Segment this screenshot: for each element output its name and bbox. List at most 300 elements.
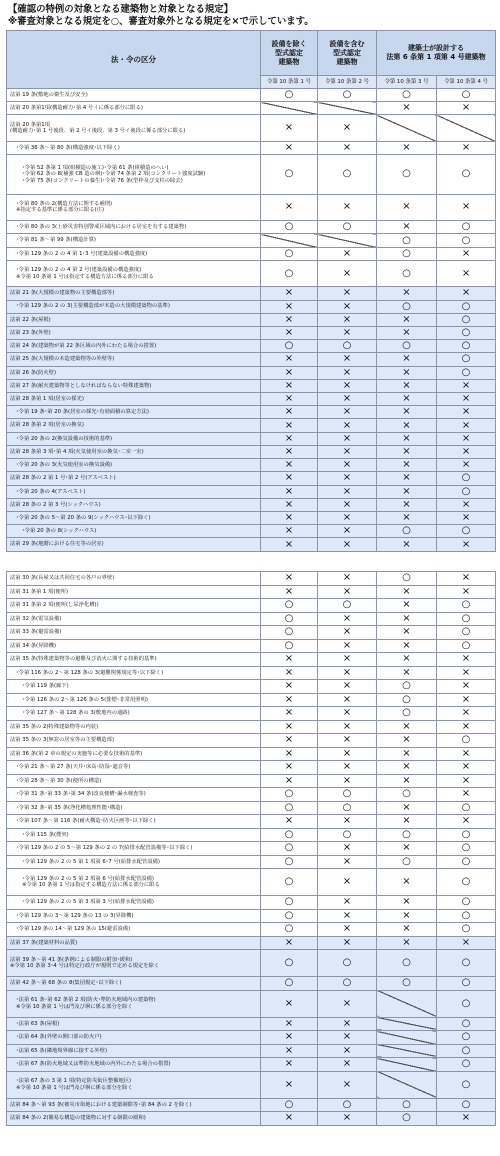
- law-provision-text: 法第 20 条第1項: [10, 121, 50, 128]
- circle-mark: ○: [461, 1058, 471, 1070]
- reviewed-mark-cell: [261, 869, 318, 896]
- circle-mark: ○: [402, 340, 411, 352]
- table-row: [7, 842, 496, 856]
- cross-mark: ×: [402, 639, 411, 651]
- table-row: [7, 379, 496, 392]
- review-table-2: [6, 571, 496, 1126]
- table-row: [7, 639, 496, 653]
- reviewed-mark-cell: [318, 801, 377, 815]
- not-reviewed-mark-cell: [377, 141, 437, 154]
- cross-mark: ×: [342, 525, 352, 537]
- not-reviewed-mark-cell: [261, 774, 318, 788]
- law-provision-cell: [7, 747, 261, 761]
- not-reviewed-mark-cell: [261, 326, 318, 339]
- table-row: [7, 653, 496, 667]
- not-reviewed-mark-cell: [377, 815, 437, 829]
- cross-mark: ×: [284, 498, 294, 510]
- table-row: [7, 353, 496, 366]
- not-reviewed-mark-cell: [377, 326, 437, 339]
- circle-mark: ○: [342, 828, 352, 840]
- cross-mark: ×: [461, 419, 471, 431]
- law-provision-text: 法第 23 条(外壁): [10, 329, 51, 336]
- reviewed-mark-cell: [437, 1071, 496, 1098]
- circle-mark: ○: [461, 1098, 471, 1110]
- law-provision-cell: [7, 801, 261, 815]
- law-provision-cell: [7, 432, 261, 445]
- circle-mark: ○: [342, 977, 352, 989]
- circle-mark: ○: [284, 247, 294, 259]
- reviewed-mark-cell: [318, 89, 377, 102]
- cross-mark: ×: [284, 693, 294, 705]
- title-line-1: 【確認の特例の対象となる建築物と対象となる規定】: [8, 4, 234, 15]
- not-reviewed-mark-cell: [437, 102, 496, 115]
- reviewed-mark-cell: [377, 693, 437, 707]
- not-reviewed-mark-cell: [437, 653, 496, 667]
- cross-mark: ×: [461, 247, 471, 259]
- law-provision-text: ･令第 80 条の 2(構造方法に関する補則): [16, 201, 113, 208]
- cross-mark: ×: [402, 801, 411, 813]
- cross-mark: ×: [284, 997, 294, 1009]
- circle-mark: ○: [402, 855, 411, 867]
- not-reviewed-mark-cell: [318, 1058, 377, 1072]
- cross-mark: ×: [284, 446, 294, 458]
- not-applicable-cell: [261, 234, 318, 247]
- not-reviewed-mark-cell: [318, 512, 377, 525]
- header-col-3-line-2: 法第 6 条第 1 項第 4 号建築物: [386, 53, 486, 61]
- cross-mark: ×: [402, 585, 411, 597]
- cross-mark: ×: [461, 666, 471, 678]
- circle-mark: ○: [402, 234, 411, 246]
- cross-mark: ×: [342, 459, 352, 471]
- table-row: [7, 194, 496, 220]
- table-row: [7, 828, 496, 842]
- law-provision-cell: [7, 585, 261, 599]
- circle-mark: ○: [461, 168, 471, 180]
- cross-mark: ×: [284, 1112, 294, 1124]
- reviewed-mark-cell: [437, 353, 496, 366]
- reviewed-mark-cell: [261, 626, 318, 640]
- cross-mark: ×: [402, 909, 411, 921]
- reviewed-mark-cell: [437, 828, 496, 842]
- law-provision-text: 法第 25 条(大規模の木造建築物等の外壁等): [10, 356, 115, 363]
- table-row: [7, 102, 496, 115]
- table-row: [7, 855, 496, 869]
- not-reviewed-mark-cell: [437, 194, 496, 220]
- circle-mark: ○: [461, 923, 471, 935]
- reviewed-mark-cell: [437, 869, 496, 896]
- cross-mark: ×: [402, 287, 411, 299]
- circle-mark: ○: [284, 977, 294, 989]
- cross-mark: ×: [342, 761, 352, 773]
- not-applicable-cell: [377, 1031, 437, 1045]
- cross-mark: ×: [461, 102, 471, 114]
- not-reviewed-mark-cell: [437, 788, 496, 802]
- table-row: [7, 366, 496, 379]
- not-reviewed-mark-cell: [318, 300, 377, 313]
- circle-mark: ○: [284, 896, 294, 908]
- not-reviewed-mark-cell: [261, 525, 318, 538]
- not-reviewed-mark-cell: [377, 287, 437, 300]
- table-row: [7, 707, 496, 721]
- law-provision-text: ･令第 21 条～第 27 条(天井･床高･防湿･遮音等): [16, 764, 131, 771]
- table-row: [7, 287, 496, 300]
- reviewed-mark-cell: [377, 155, 437, 195]
- cross-mark: ×: [461, 572, 471, 584]
- law-provision-text: ･令第 129 条の 2 の 5 第 2 項第 6 号(給排水配管設備): [22, 875, 154, 882]
- law-provision-cell: [7, 155, 261, 195]
- law-provision-cell: [7, 977, 261, 991]
- cross-mark: ×: [284, 707, 294, 719]
- circle-mark: ○: [461, 896, 471, 908]
- law-provision-text: 法第 26 条(防火壁): [10, 369, 57, 376]
- law-provision-cell: [7, 89, 261, 102]
- cross-mark: ×: [402, 393, 411, 405]
- circle-mark: ○: [461, 909, 471, 921]
- cross-mark: ×: [284, 936, 294, 948]
- circle-mark: ○: [461, 89, 471, 101]
- cross-mark: ×: [284, 1044, 294, 1056]
- not-reviewed-mark-cell: [261, 115, 318, 141]
- law-provision-cell: [7, 115, 261, 141]
- circle-mark: ○: [461, 353, 471, 365]
- cross-mark: ×: [402, 512, 411, 524]
- not-reviewed-mark-cell: [261, 353, 318, 366]
- cross-mark: ×: [402, 498, 411, 510]
- not-reviewed-mark-cell: [318, 774, 377, 788]
- cross-mark: ×: [402, 612, 411, 624]
- table-row: [7, 498, 496, 511]
- not-reviewed-mark-cell: [437, 774, 496, 788]
- not-reviewed-mark-cell: [318, 680, 377, 694]
- law-provision-cell: [7, 815, 261, 829]
- cross-mark: ×: [284, 141, 294, 153]
- cross-mark: ×: [461, 538, 471, 550]
- cross-mark: ×: [284, 1031, 294, 1043]
- header-col-architect: [377, 31, 496, 76]
- table-row: [7, 419, 496, 432]
- table-row: [7, 1031, 496, 1045]
- reviewed-mark-cell: [437, 923, 496, 937]
- law-provision-text: ･令第 28 条～第 30 条(便所の構造): [16, 777, 102, 784]
- circle-mark: ○: [461, 855, 471, 867]
- not-reviewed-mark-cell: [437, 707, 496, 721]
- cross-mark: ×: [402, 472, 411, 484]
- table-row: [7, 326, 496, 339]
- law-provision-cell: [7, 525, 261, 538]
- circle-mark: ○: [284, 855, 294, 867]
- law-provision-cell: [7, 626, 261, 640]
- cross-mark: ×: [402, 102, 411, 114]
- cross-mark: ×: [342, 313, 352, 325]
- law-provision-text: ･令第 129 条の 2 の 5 第 1 項第 6･7 号(給排水配管設備): [22, 858, 160, 865]
- not-reviewed-mark-cell: [437, 247, 496, 260]
- circle-mark: ○: [342, 788, 352, 800]
- cross-mark: ×: [342, 720, 352, 732]
- not-reviewed-mark-cell: [318, 1031, 377, 1045]
- reviewed-mark-cell: [261, 828, 318, 842]
- not-reviewed-mark-cell: [377, 599, 437, 613]
- law-provision-cell: [7, 842, 261, 856]
- circle-mark: ○: [402, 89, 411, 101]
- circle-mark: ○: [461, 485, 471, 497]
- not-reviewed-mark-cell: [261, 720, 318, 734]
- law-provision-cell: [7, 680, 261, 694]
- not-reviewed-mark-cell: [437, 393, 496, 406]
- reviewed-mark-cell: [261, 599, 318, 613]
- reviewed-mark-cell: [261, 221, 318, 234]
- table-row: [7, 459, 496, 472]
- reviewed-mark-cell: [437, 1031, 496, 1045]
- cross-mark: ×: [402, 406, 411, 418]
- cross-mark: ×: [284, 538, 294, 550]
- table-row: [7, 1112, 496, 1126]
- reviewed-mark-cell: [377, 707, 437, 721]
- cross-mark: ×: [342, 393, 352, 405]
- not-reviewed-mark-cell: [318, 572, 377, 586]
- law-provision-cell: [7, 950, 261, 977]
- law-provision-cell: [7, 1112, 261, 1126]
- not-reviewed-mark-cell: [261, 1071, 318, 1098]
- table-row: [7, 626, 496, 640]
- circle-mark: ○: [402, 1098, 411, 1110]
- circle-mark: ○: [284, 639, 294, 651]
- not-reviewed-mark-cell: [437, 666, 496, 680]
- table-row: [7, 141, 496, 154]
- not-reviewed-mark-cell: [261, 432, 318, 445]
- not-reviewed-mark-cell: [261, 459, 318, 472]
- table-row: [7, 115, 496, 141]
- table-row: [7, 761, 496, 775]
- table-row: [7, 977, 496, 991]
- not-applicable-cell: [437, 115, 496, 141]
- law-provision-text: ･令第 129 条の 3～第 129 条の 13 の 3(昇降機): [16, 912, 134, 919]
- circle-mark: ○: [284, 801, 294, 813]
- law-provision-text: 法第 29 条(地階における住宅等の居室): [10, 541, 104, 548]
- reviewed-mark-cell: [437, 525, 496, 538]
- cross-mark: ×: [461, 815, 471, 827]
- cross-mark: ×: [402, 896, 411, 908]
- cross-mark: ×: [402, 379, 411, 391]
- cross-mark: ×: [342, 680, 352, 692]
- cross-mark: ×: [284, 459, 294, 471]
- reviewed-mark-cell: [437, 326, 496, 339]
- cross-mark: ×: [284, 572, 294, 584]
- law-provision-text: ･令第 19 条･第 20 条(居室の採光･有効面積の算定方法): [16, 409, 149, 416]
- cross-mark: ×: [402, 327, 411, 339]
- cross-mark: ×: [342, 666, 352, 678]
- table-row: [7, 1044, 496, 1058]
- header-col-2: [318, 31, 377, 76]
- reviewed-mark-cell: [377, 89, 437, 102]
- reviewed-mark-cell: [261, 340, 318, 353]
- law-provision-text: 法第 35 条の 2(特殊建築物等の内装): [10, 723, 99, 730]
- cross-mark: ×: [284, 432, 294, 444]
- not-reviewed-mark-cell: [318, 419, 377, 432]
- reviewed-mark-cell: [437, 842, 496, 856]
- cross-mark: ×: [342, 1031, 352, 1043]
- cross-mark: ×: [402, 666, 411, 678]
- reviewed-mark-cell: [437, 366, 496, 379]
- law-provision-text: 法第 36 条(第 2 章の規定の実施等に必要な技術的基準): [10, 750, 143, 757]
- cross-mark: ×: [461, 788, 471, 800]
- cross-mark: ×: [402, 923, 411, 935]
- circle-mark: ○: [284, 909, 294, 921]
- not-reviewed-mark-cell: [377, 653, 437, 667]
- not-reviewed-mark-cell: [437, 260, 496, 286]
- law-provision-text: ※指定する基準に係る部分に限る(注): [16, 207, 105, 214]
- law-provision-cell: [7, 936, 261, 950]
- reviewed-mark-cell: [437, 896, 496, 910]
- not-applicable-cell: [377, 990, 437, 1017]
- cross-mark: ×: [402, 485, 411, 497]
- table-row: [7, 260, 496, 286]
- not-reviewed-mark-cell: [261, 585, 318, 599]
- not-reviewed-mark-cell: [377, 666, 437, 680]
- not-reviewed-mark-cell: [377, 512, 437, 525]
- subheader-1: 令第 10 条第 1 号: [261, 76, 318, 89]
- reviewed-mark-cell: [437, 221, 496, 234]
- law-provision-cell: [7, 485, 261, 498]
- reviewed-mark-cell: [318, 788, 377, 802]
- law-provision-text: ･令第 32 条･第 35 条(浄化槽処理性能･構造): [16, 804, 123, 811]
- reviewed-mark-cell: [437, 313, 496, 326]
- table-row: [7, 774, 496, 788]
- not-reviewed-mark-cell: [261, 1112, 318, 1126]
- circle-mark: ○: [402, 680, 411, 692]
- cross-mark: ×: [461, 459, 471, 471]
- reviewed-mark-cell: [261, 788, 318, 802]
- header-col-2-line-2: 型式認定: [333, 48, 361, 57]
- cross-mark: ×: [461, 680, 471, 692]
- law-provision-cell: [7, 896, 261, 910]
- not-reviewed-mark-cell: [377, 194, 437, 220]
- law-provision-text: 法第 22 条(屋根): [10, 316, 51, 323]
- not-reviewed-mark-cell: [377, 432, 437, 445]
- header-law-category: 法・令の区分: [7, 31, 261, 89]
- not-reviewed-mark-cell: [261, 287, 318, 300]
- reviewed-mark-cell: [261, 260, 318, 286]
- law-provision-text: 法第 28 条第 1 項(居室の採光): [10, 395, 84, 402]
- cross-mark: ×: [402, 432, 411, 444]
- law-provision-text: ※令第 10 条第 1 号は指定する構造方法に係る部分に限る: [22, 882, 160, 888]
- law-provision-cell: [7, 247, 261, 260]
- not-reviewed-mark-cell: [261, 379, 318, 392]
- table-row: [7, 1098, 496, 1112]
- law-provision-text: 法第 32 条(電気設備): [10, 615, 62, 622]
- cross-mark: ×: [402, 774, 411, 786]
- not-reviewed-mark-cell: [318, 734, 377, 748]
- law-provision-cell: [7, 459, 261, 472]
- not-reviewed-mark-cell: [318, 538, 377, 551]
- cross-mark: ×: [284, 1078, 294, 1090]
- law-provision-text: 法第 27 条(耐火建築物等としなければならない特殊建築物): [10, 382, 152, 389]
- not-reviewed-mark-cell: [318, 393, 377, 406]
- circle-mark: ○: [342, 340, 352, 352]
- cross-mark: ×: [284, 472, 294, 484]
- circle-mark: ○: [342, 599, 352, 611]
- cross-mark: ×: [284, 300, 294, 312]
- table-row: [7, 666, 496, 680]
- not-reviewed-mark-cell: [318, 815, 377, 829]
- header-col-2-line-1: 設備を含む: [329, 39, 365, 48]
- cross-mark: ×: [342, 327, 352, 339]
- cross-mark: ×: [402, 446, 411, 458]
- reviewed-mark-cell: [261, 89, 318, 102]
- not-reviewed-mark-cell: [318, 459, 377, 472]
- reviewed-mark-cell: [437, 612, 496, 626]
- cross-mark: ×: [284, 585, 294, 597]
- reviewed-mark-cell: [377, 572, 437, 586]
- law-provision-cell: [7, 666, 261, 680]
- not-reviewed-mark-cell: [261, 707, 318, 721]
- not-reviewed-mark-cell: [261, 1031, 318, 1045]
- not-reviewed-mark-cell: [377, 313, 437, 326]
- table-row: [7, 599, 496, 613]
- circle-mark: ○: [284, 957, 294, 968]
- law-provision-cell: [7, 869, 261, 896]
- law-provision-text: 法第 28 条の 2 第 1 号･第 2 号(アスベスト): [10, 475, 116, 482]
- header-col-1-line-3: 建築物: [278, 57, 300, 66]
- not-reviewed-mark-cell: [261, 472, 318, 485]
- cross-mark: ×: [342, 639, 352, 651]
- reviewed-mark-cell: [437, 300, 496, 313]
- law-provision-text: ※令第 10 条第 3･4 号は特定行政庁が規則で定める規定を除く: [10, 963, 160, 969]
- cross-mark: ×: [342, 896, 352, 908]
- law-provision-text: ･令第 20 条の 3(火気使用室の換気設備): [16, 462, 113, 469]
- subheader-3: 令第 10 条第 3 号: [377, 76, 437, 89]
- law-provision-cell: [7, 923, 261, 937]
- not-reviewed-mark-cell: [377, 612, 437, 626]
- not-reviewed-mark-cell: [437, 572, 496, 586]
- law-provision-cell: [7, 693, 261, 707]
- cross-mark: ×: [342, 997, 352, 1009]
- not-reviewed-mark-cell: [377, 498, 437, 511]
- law-provision-cell: [7, 102, 261, 115]
- not-reviewed-mark-cell: [377, 801, 437, 815]
- law-provision-text: ･令第 129 条の 2 の 4 第 2 号(建築設備の構造強度): [16, 267, 142, 274]
- law-provision-cell: [7, 1071, 261, 1098]
- cross-mark: ×: [342, 855, 352, 867]
- table-row: [7, 990, 496, 1017]
- law-provision-text: 法第 28 条第 2 項(居室の換気): [10, 422, 84, 429]
- not-reviewed-mark-cell: [261, 666, 318, 680]
- cross-mark: ×: [284, 734, 294, 746]
- not-reviewed-mark-cell: [377, 538, 437, 551]
- reviewed-mark-cell: [318, 340, 377, 353]
- document-title: [8, 4, 498, 28]
- cross-mark: ×: [284, 680, 294, 692]
- reviewed-mark-cell: [437, 626, 496, 640]
- cross-mark: ×: [342, 485, 352, 497]
- law-provision-text: 法第 31 条第 1 項(便所): [10, 588, 69, 595]
- law-provision-cell: [7, 1058, 261, 1072]
- table-row: [7, 393, 496, 406]
- law-provision-text: 法第 42 条～第 68 条の 8(集団規定･以下除く): [10, 980, 122, 987]
- law-provision-text: ･法第 63 条(屋根): [16, 1020, 60, 1027]
- not-applicable-cell: [318, 234, 377, 247]
- law-provision-text: ･法第 61 条･第 62 条第 2 項(防火･準防火地域内の建築物): [16, 997, 156, 1004]
- reviewed-mark-cell: [377, 855, 437, 869]
- cross-mark: ×: [461, 693, 471, 705]
- law-provision-cell: [7, 353, 261, 366]
- circle-mark: ○: [284, 267, 294, 279]
- table-row: [7, 869, 496, 896]
- not-reviewed-mark-cell: [261, 485, 318, 498]
- reviewed-mark-cell: [437, 599, 496, 613]
- not-reviewed-mark-cell: [377, 774, 437, 788]
- circle-mark: ○: [284, 89, 294, 101]
- law-provision-text: ･令第 129 条の 2 の 5 第 3 項第 3 号(給排水配管設備): [22, 899, 154, 906]
